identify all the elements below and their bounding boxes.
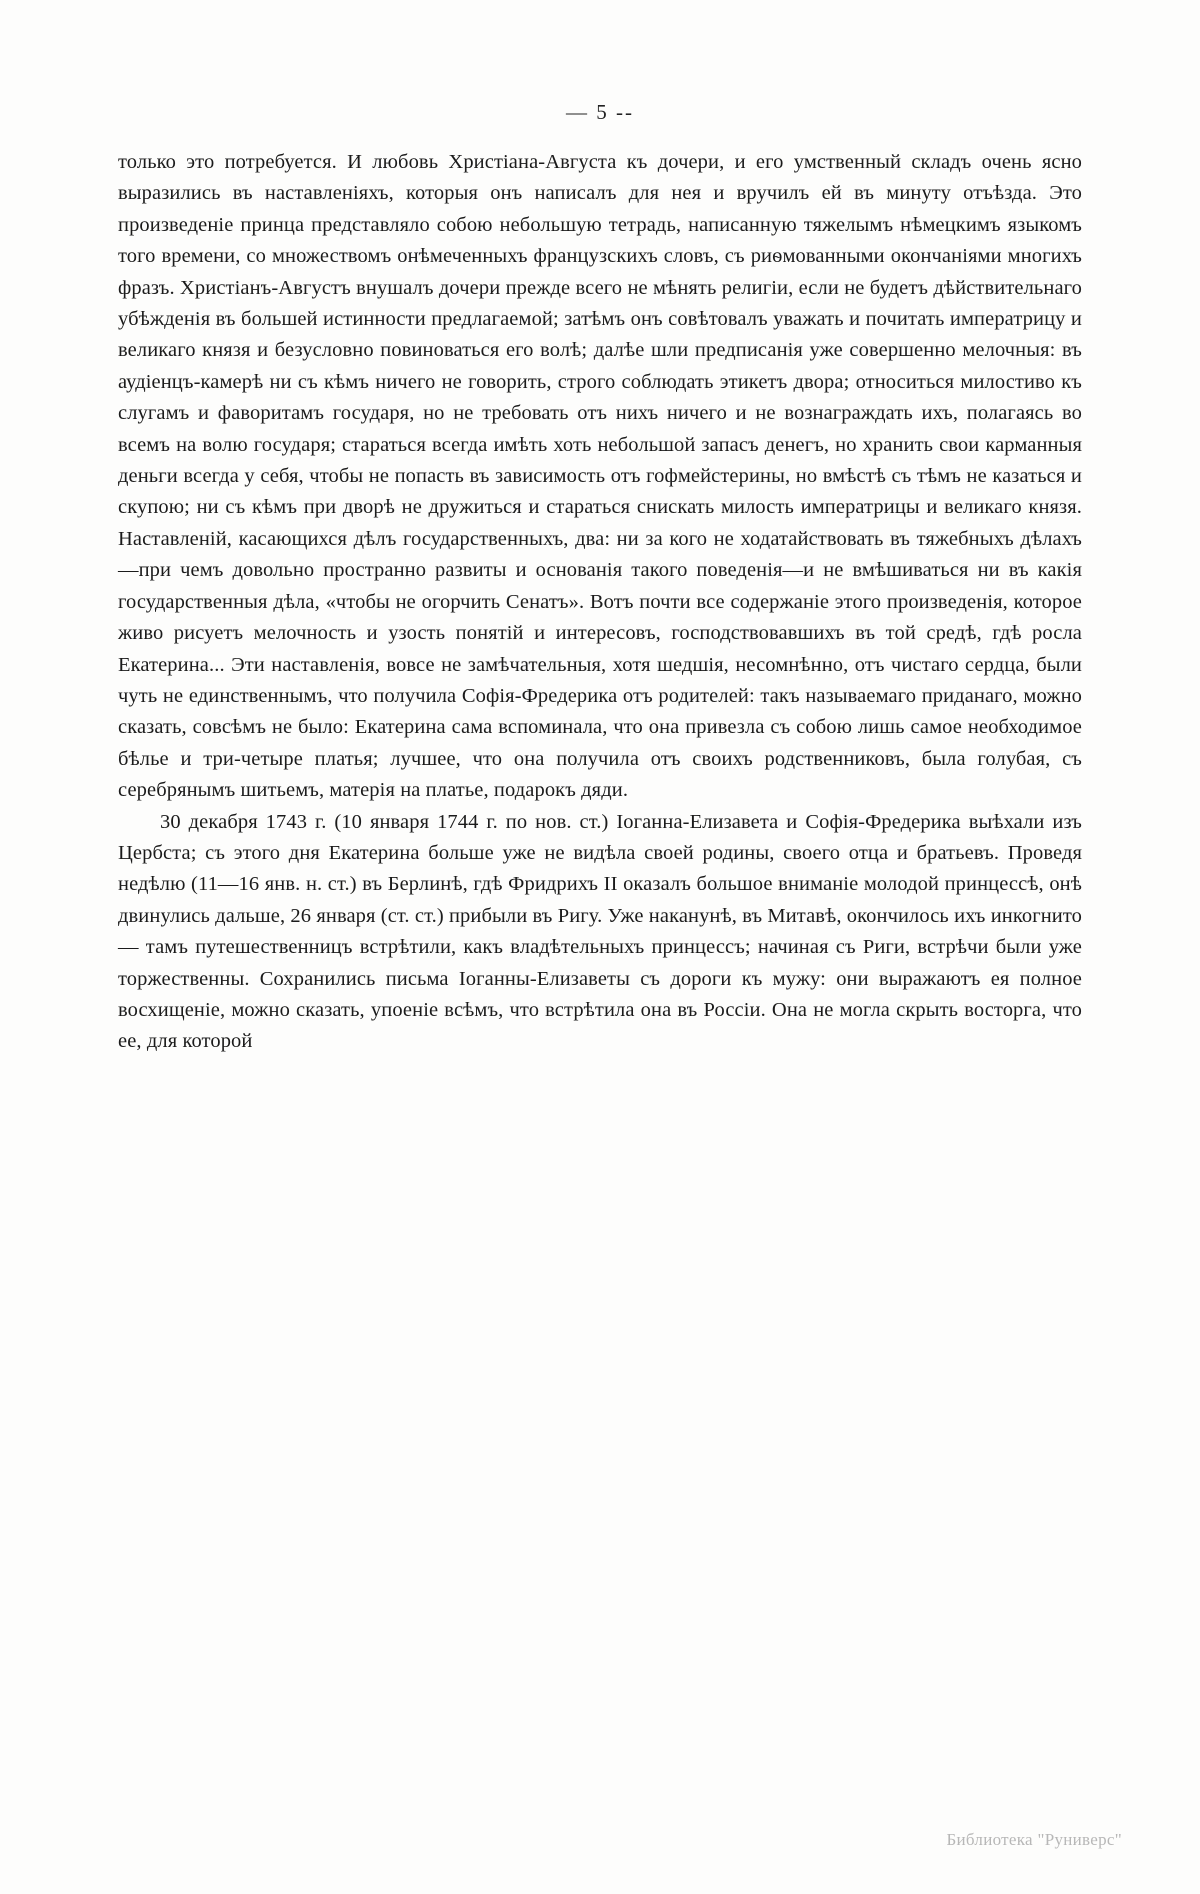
page-number: — 5 -- <box>566 100 634 124</box>
paragraph-2: 30 декабря 1743 г. (10 января 1744 г. по нов. ст.) Iоганна-Елизавета и Софiя-Фредерика выѣхали изъ Цербста; съ этого дня Екатерина больше уже не видѣла своей родины, своего отца и братьевъ. Проведя недѣлю (11—16 янв. н. ст.) въ Берлинѣ, гдѣ Фридрихъ II оказалъ большое вниманiе молодой принцессѣ, онѣ двинулись дальше, 26 января (ст. ст.) прибыли въ Ригу. Уже наканунѣ, въ Митавѣ, окончилось ихъ инкогнито — тамъ путешественницъ встрѣтили, какъ владѣтельныхъ принцессъ; начиная съ Риги, встрѣчи были уже торжественны. Сохранились письма Iоганны-Елизаветы съ дороги къ мужу: они выражаютъ ея полное восхищенiе, можно сказать, упоенiе всѣмъ, что встрѣтила она въ Россiи. Она не могла скрыть восторга, что ее, для которой <box>118 810 1082 1053</box>
paragraph-1: только это потребуется. И любовь Христiана-Августа къ дочери, и его умственный складъ очень ясно выразились въ наставленiяхъ, которыя онъ написалъ для нея и вручилъ ей въ минуту отъѣзда. Это произведенiе принца представляло собою небольшую тетрадь, написанную тяжелымъ нѣмецкимъ языкомъ того времени, со множествомъ онѣмеченныхъ французскихъ словъ, съ риѳмованными окончанiями многихъ фразъ. Христiанъ-Августъ внушалъ дочери прежде всего не мѣнять религiи, если не будетъ дѣйствительнаго убѣжденiя въ большей истинности предлагаемой; затѣмъ онъ совѣтовалъ уважать и почитать императрицу и великаго князя и безусловно повиноваться его волѣ; далѣе шли предписанiя уже совершенно мелочныя: въ аудiенцъ-камерѣ ни съ кѣмъ ничего не говорить, строго соблюдать этикетъ двора; относиться милостиво къ слугамъ и фаворитамъ государя, но не требовать отъ нихъ ничего и не вознаграждать ихъ, полагаясь во всемъ на волю государя; стараться всегда имѣть хоть небольшой запасъ денегъ, но хранить свои карманныя деньги всегда у себя, чтобы не попасть въ зависимость отъ гофмейстерины, но вмѣстѣ съ тѣмъ не казаться и скупою; ни съ кѣмъ при дворѣ не дружиться и стараться снискать милость императрицы и великаго князя. Наставленiй, касающихся дѣлъ государственныхъ, два: ни за кого не ходатайствовать въ тяжебныхъ дѣлахъ—при чемъ довольно пространно развиты и основанiя такого поведенiя—и не вмѣшиваться ни въ какiя государственныя дѣла, «чтобы не огорчить Сенатъ». Вотъ почти все содержанiе этого произведенiя, которое живо рисуетъ мелочность и узость понятiй и интересовъ, господствовавшихъ въ той средѣ, гдѣ росла Екатерина... Эти наставленiя, вовсе не замѣчательныя, хотя шедшiя, несомнѣнно, отъ чистаго сердца, были чуть не единственнымъ, что получила Софiя-Фредерика отъ родителей: такъ называемаго приданаго, можно сказать, совсѣмъ не было: Екатерина сама вспоминала, что она привезла съ собою лишь самое необходимое бѣлье и три-четыре платья; лучшее, что она получила отъ своихъ родственниковъ, была голубая, съ серебрянымъ шитьемъ, матерiя на платье, подарокъ дяди. <box>118 151 1082 802</box>
page-body <box>118 147 1082 1058</box>
library-watermark: Библиотека "Руниверс" <box>946 1830 1122 1849</box>
